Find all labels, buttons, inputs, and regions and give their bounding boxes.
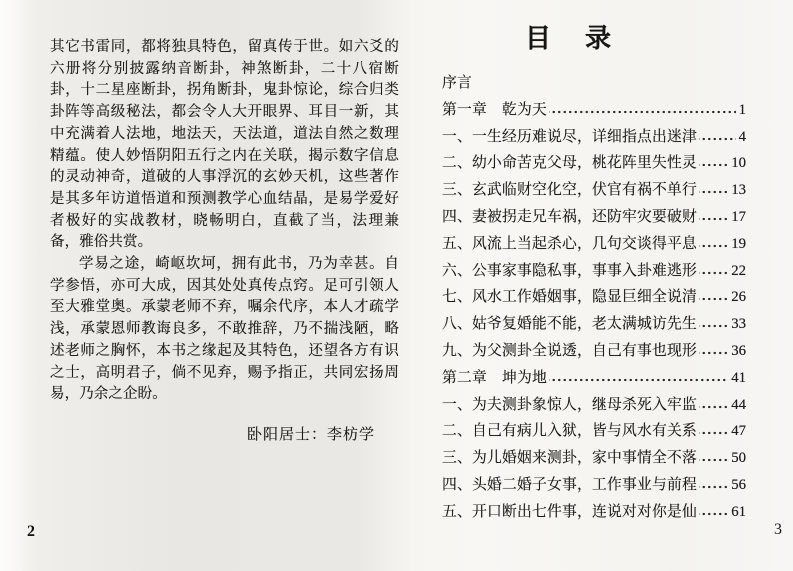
toc-entry-label: 第二章 坤为地: [442, 369, 547, 386]
toc-entry: [442, 258, 746, 285]
toc-entry: [442, 231, 746, 258]
toc-entry-label: 九、为父测卦全说透，自己有事也现形: [442, 342, 697, 359]
toc-entry-label: 第一章 乾为天: [442, 101, 547, 118]
toc-dot-leader: [549, 97, 736, 124]
toc-entry: [442, 499, 746, 526]
toc-dot-leader: [699, 311, 728, 338]
preface-paragraph-2: 学易之途，崎岖坎坷，拥有此书，乃为幸甚。自学参悟，亦可大成，因其处处真传点窍。足可引领人至大雅堂奥。承蒙老师不弃，嘱余代序，本人才疏学浅，承蒙恩师教诲良多，不敢推辞，乃不揣浅陋，略述老师之胸怀，本书之缘起及其特色，还望各方有识之士，高明君子，倘不见弃，赐予指正，共同宏扬周易，乃余之企盼。: [50, 256, 399, 403]
toc-dot-leader: [699, 338, 728, 365]
toc-dot-leader: [699, 124, 736, 151]
toc-entry: [442, 472, 746, 499]
toc-page-number: 10: [731, 155, 746, 172]
toc-page-number: 22: [731, 262, 746, 279]
toc-entry-label: 一、为夫测卦象惊人，继母杀死入牢监: [442, 396, 697, 413]
toc-page-number: 47: [731, 423, 746, 440]
toc-list: [442, 70, 746, 526]
author-signature: 卧阳居士：李枋学: [246, 427, 375, 443]
preface-body-text: [50, 37, 399, 406]
toc-page-number: 19: [731, 235, 746, 252]
toc-entry: [442, 177, 746, 204]
toc-page-number: 50: [731, 450, 746, 467]
toc-dot-leader: [699, 177, 728, 204]
toc-entry-label: 四、妻被拐走兄车祸，还防牢灾要破财: [442, 208, 697, 225]
toc-entry-label: 三、为儿婚姻来测卦，家中事情全不落: [442, 450, 697, 467]
toc-page-number: 4: [738, 128, 746, 145]
toc-entry-label: 四、头婚二婚子女事，工作事业与前程: [442, 476, 697, 493]
toc-title: 目 录: [524, 24, 615, 53]
toc-dot-leader: [699, 231, 728, 258]
page-number-left: 2: [27, 523, 35, 540]
toc-page-number: 44: [731, 396, 746, 413]
toc-entry-label: 二、自己有病儿入狱，皆与风水有关系: [442, 423, 697, 440]
toc-chapter-entry: [442, 97, 746, 124]
toc-entry: [442, 204, 746, 231]
toc-page-number: 17: [731, 208, 746, 225]
right-page-toc: [410, 0, 793, 571]
toc-page-number: 1: [738, 101, 746, 118]
author-signature-line: [50, 423, 399, 444]
toc-entry: [442, 124, 746, 151]
toc-entry-label: 五、开口断出七件事，连说对对你是仙: [442, 503, 697, 520]
toc-entry: [442, 418, 746, 445]
toc-dot-leader: [699, 445, 728, 472]
toc-entry-label: 七、风水工作婚姻事，隐显巨细全说清: [442, 289, 697, 306]
toc-entry: [442, 392, 746, 419]
toc-page-number: 13: [731, 182, 746, 199]
toc-page-number: 33: [731, 316, 746, 333]
toc-dot-leader: [549, 365, 728, 392]
toc-entry-label: 二、幼小命苦克父母，桃花阵里失性灵: [442, 155, 697, 172]
toc-chapter-entry: [442, 365, 746, 392]
toc-dot-leader: [699, 258, 728, 285]
toc-entry-label: 三、玄武临财空化空，伏官有祸不单行: [442, 182, 697, 199]
toc-dot-leader: [699, 472, 728, 499]
toc-entry-label: 一、一生经历难说尽，详细指点出迷津: [442, 128, 697, 145]
toc-entry-label: 六、公事家事隐私事，事事入卦难逃形: [442, 262, 697, 279]
toc-entry-label: 五、风流上当起杀心，几句交谈得平息: [442, 235, 697, 252]
toc-dot-leader: [699, 150, 728, 177]
toc-page-number: 36: [731, 342, 746, 359]
preface-paragraph-1: 其它书雷同，都将独具特色，留真传于世。如六爻的六册将分别披露纳音断卦，神煞断卦，二十八宿断卦，十二星座断卦，拐角断卦，鬼卦惊论，综合归类卦阵等高级秘法，都会令人大开眼界、耳目一新，其中充满着人法地，地法天，天法道，道法自然之数理精蕴。使人妙悟阴阳五行之内在关联，揭示数字信息的灵动神奇，道破的人事浮沉的玄妙天机，这些著作是其多年访道悟道和预测教学心血结晶，是易学爱好者极好的实战教材，晓畅明白，直截了当，法理兼备，雅俗共赏。: [50, 39, 399, 251]
toc-dot-leader: [699, 204, 728, 231]
toc-entry: [442, 338, 746, 365]
toc-dot-leader: [699, 284, 728, 311]
toc-page-number: 56: [731, 476, 746, 493]
toc-entry: [442, 311, 746, 338]
toc-dot-leader: [699, 392, 728, 419]
toc-dot-leader: [699, 418, 728, 445]
toc-entry: [442, 150, 746, 177]
toc-preface-entry: [442, 70, 746, 97]
toc-entry-label: 序言: [442, 75, 472, 91]
toc-page-number: 61: [731, 503, 746, 520]
toc-entry-label: 八、姑爷复婚能不能，老太满城访先生: [442, 316, 697, 333]
page-number-right: 3: [774, 521, 782, 538]
toc-page-number: 26: [731, 289, 746, 306]
toc-page-number: 41: [731, 369, 746, 386]
toc-dot-leader: [699, 499, 728, 526]
toc-entry: [442, 284, 746, 311]
toc-entry: [442, 445, 746, 472]
